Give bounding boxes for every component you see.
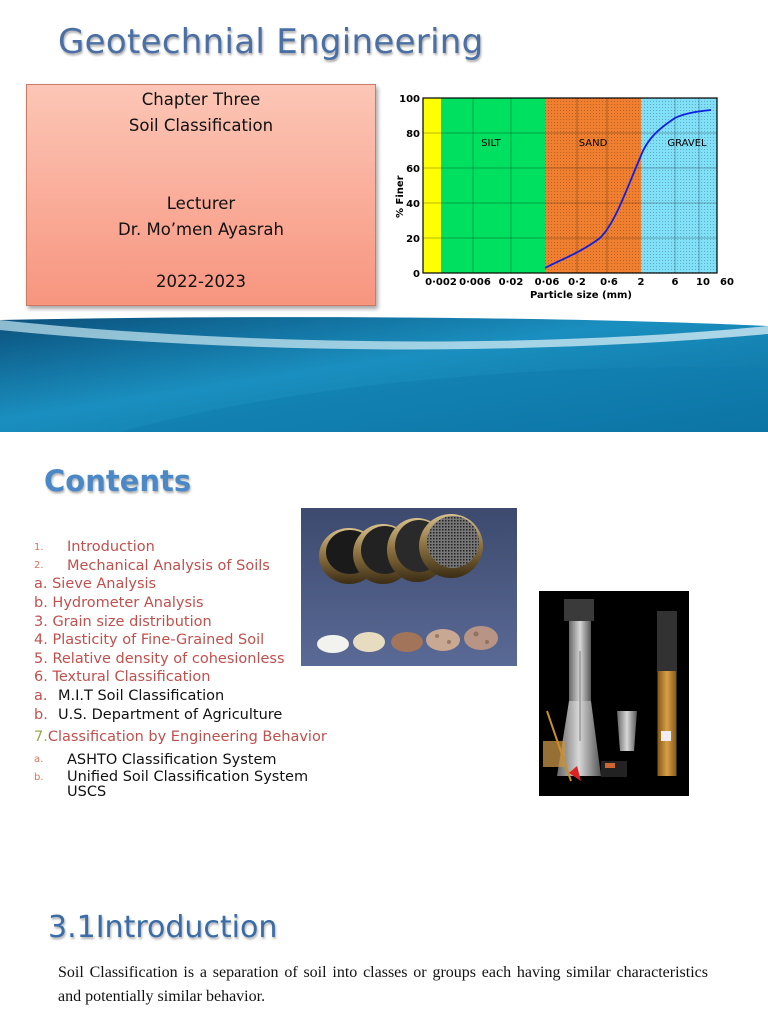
y-tick: 100 [399, 94, 420, 105]
slide-contents [0, 434, 768, 866]
y-tick: 0 [413, 269, 420, 280]
list-item: a. Sieve Analysis [34, 576, 157, 593]
y-tick: 20 [406, 234, 420, 245]
x-tick: 0·06 [534, 277, 560, 288]
section-title: 3.1Introduction [48, 910, 278, 945]
x-tick: 0·2 [568, 277, 586, 288]
contents-title: Contents [44, 464, 192, 498]
y-tick: 60 [406, 164, 420, 175]
list-item: 7. Classification by Engineering Behavior [34, 729, 327, 746]
slide-title [0, 0, 768, 432]
list-item: 5. Relative density of cohesionless [34, 650, 285, 667]
course-title: Geotechnial Engineering [58, 22, 484, 62]
x-tick: 2 [637, 277, 645, 288]
list-item: b. U.S. Department of Agriculture [34, 706, 283, 723]
list-item: 6. Textural Classification [34, 669, 211, 686]
clay-zone [423, 98, 441, 273]
intro-paragraph: Soil Classification is a separation of soil into classes or groups each having similar characteristics and potentially similar behavior. [58, 964, 708, 1005]
cover-info-box [26, 84, 376, 306]
silt-label: SILT [481, 138, 501, 149]
list-item: USCS [67, 784, 107, 801]
sieves-photo [301, 508, 517, 666]
chapter-line: Chapter Three [141, 90, 261, 109]
slide-introduction [0, 868, 768, 1024]
list-item: 4. Plasticity of Fine-Grained Soil [34, 632, 265, 649]
list-item: b. Unified Soil Classification System [34, 769, 309, 786]
gravel-label: GRAVEL [667, 138, 707, 149]
x-axis-label: Particle size (mm) [529, 290, 633, 301]
x-tick: 0·6 [600, 277, 618, 288]
grain-size-chart [385, 88, 743, 308]
x-tick: 6 [671, 277, 679, 288]
x-tick: 0·02 [498, 277, 524, 288]
y-axis-label: % Finer [395, 175, 406, 218]
silt-zone [441, 98, 545, 273]
y-tick: 80 [406, 129, 420, 140]
decorative-band [0, 312, 768, 432]
y-tick: 40 [406, 199, 420, 210]
list-item: a. M.I.T Soil Classification [34, 688, 225, 705]
lecturer-label: Lecturer [166, 194, 236, 213]
list-item: a. ASHTO Classification System [34, 751, 277, 768]
list-item: 3. Grain size distribution [34, 613, 212, 630]
academic-year: 2022-2023 [156, 272, 246, 291]
x-tick: 0·002 [425, 277, 457, 288]
list-item: 1. Introduction [34, 539, 155, 556]
lecturer-name: Dr. Mo’men Ayasrah [118, 220, 284, 239]
list-item: b. Hydrometer Analysis [34, 595, 204, 612]
chapter-name: Soil Classification [128, 116, 274, 135]
sand-label: SAND [578, 138, 608, 149]
x-tick: 10 [696, 277, 710, 288]
x-tick: 0·006 [459, 277, 491, 288]
hydrometer-photo [539, 591, 689, 796]
x-tick: 60 [720, 277, 734, 288]
list-item: 2. Mechanical Analysis of Soils [34, 557, 270, 574]
